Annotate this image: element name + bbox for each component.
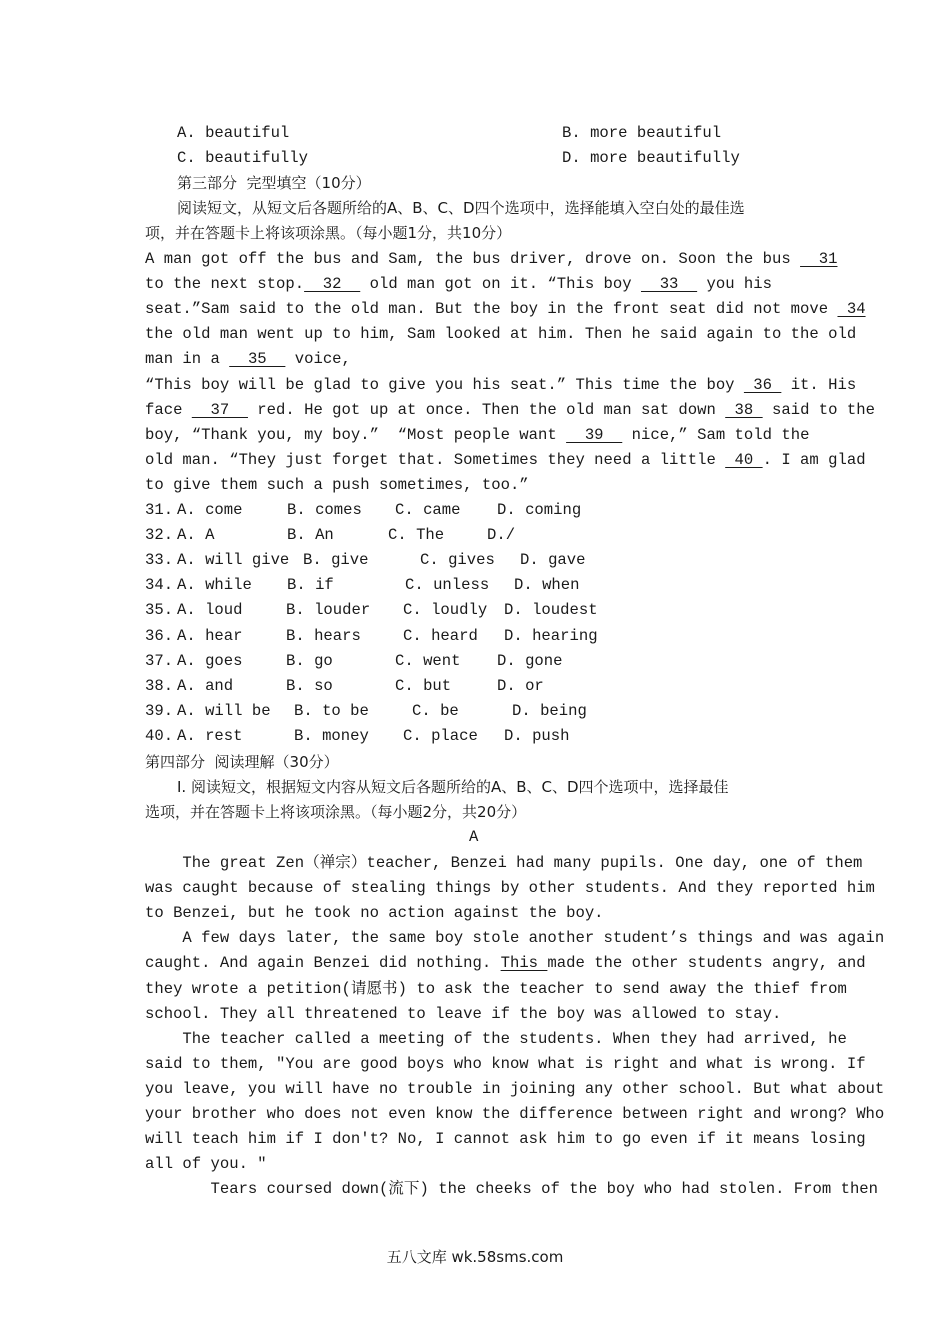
text-run: red. He got up at once. Then the old man sat down bbox=[247, 400, 726, 419]
text-run: A few days later, the same boy stole another student’s things and was again bbox=[145, 929, 885, 948]
option-b: B. hears bbox=[286, 626, 361, 645]
option-b: B. An bbox=[287, 526, 334, 545]
text-run: The teacher called a meeting of the students. When they had arrived, he bbox=[145, 1029, 847, 1048]
reading-passage-line bbox=[145, 1004, 781, 1024]
option-b: B. comes bbox=[287, 501, 362, 519]
blank: This bbox=[500, 954, 548, 973]
q30-option-b: B. more beautiful bbox=[562, 124, 722, 142]
q30-option-c: C. beautifully bbox=[177, 149, 309, 167]
reading-passage-line bbox=[145, 878, 875, 898]
text-run: seat.”Sam said to the old man. But the boy in the front seat did not move bbox=[145, 300, 838, 319]
question-number: 37. bbox=[145, 651, 174, 670]
text-run: made the other students angry, and bbox=[547, 954, 866, 973]
text-run: boy, “Thank you, my boy.” “Most people want bbox=[145, 425, 567, 444]
cloze-passage-line bbox=[145, 475, 529, 495]
question-number: 32. bbox=[145, 526, 174, 545]
text-run: to the next stop. bbox=[145, 275, 305, 294]
option-a: A. A bbox=[177, 526, 215, 545]
option-b: B. if bbox=[287, 576, 334, 595]
reading-passage-line bbox=[145, 953, 866, 973]
reading-passage-line bbox=[145, 1179, 878, 1199]
reading-passage-line bbox=[145, 1104, 884, 1124]
option-d: D. being bbox=[512, 701, 587, 720]
reading-passage-line bbox=[145, 979, 847, 999]
text-run: old man. “They just forget that. Sometimes they need a little bbox=[145, 450, 726, 469]
option-a: A. while bbox=[177, 576, 252, 595]
text-run: to Benzei, but he took no action against the boy. bbox=[145, 904, 604, 923]
blank: 39 bbox=[566, 425, 623, 444]
blank: 31 bbox=[800, 250, 838, 268]
option-d: D. push bbox=[504, 726, 570, 745]
reading-passage-line bbox=[145, 1129, 866, 1149]
option-d: D. hearing bbox=[504, 626, 598, 645]
part3-instructions-line2: 项，并在答题卡上将该项涂黑。（每小题1分，共10分） bbox=[145, 224, 512, 242]
text-run: voice, bbox=[285, 350, 351, 369]
cloze-passage-line bbox=[145, 450, 866, 470]
option-d: D./ bbox=[487, 526, 516, 545]
cloze-passage-line bbox=[145, 375, 856, 395]
question-number: 35. bbox=[145, 601, 174, 620]
question-number: 39. bbox=[145, 701, 174, 720]
option-d: D. loudest bbox=[504, 601, 598, 620]
question-number: 34. bbox=[145, 576, 174, 595]
option-a: A. loud bbox=[177, 601, 243, 620]
cloze-passage-line bbox=[145, 349, 351, 369]
option-c: C. unless bbox=[405, 576, 490, 595]
question-number: 31. bbox=[145, 501, 174, 519]
blank: 37 bbox=[191, 400, 248, 419]
cloze-passage-line bbox=[145, 324, 856, 344]
text-run: “This boy will be glad to give you his seat.” This time the boy bbox=[145, 375, 744, 394]
question-number: 40. bbox=[145, 726, 174, 745]
text-run: A man got off the bus and Sam, the bus driver, drove on. Soon the bus bbox=[145, 250, 801, 268]
blank: 32 bbox=[304, 275, 361, 294]
text-run: they wrote a petition(请愿书) to ask the teacher to send away the thief from bbox=[145, 979, 847, 998]
part4-heading: 第四部分 阅读理解（30分） bbox=[145, 753, 339, 771]
option-c: C. be bbox=[412, 701, 459, 720]
part4-instructions-line2: 选项，并在答题卡上将该项涂黑。（每小题2分，共20分） bbox=[145, 803, 527, 821]
reading-passage-line bbox=[145, 928, 884, 948]
option-a: A. and bbox=[177, 676, 234, 695]
text-run: you his bbox=[697, 275, 773, 294]
text-run: the old man went up to him, Sam looked at him. Then he said again to the old bbox=[145, 325, 857, 344]
text-run: caught. And again Benzei did nothing. bbox=[145, 954, 501, 973]
option-a: A. goes bbox=[177, 651, 243, 670]
question-number: 36. bbox=[145, 626, 174, 645]
reading-passage-line bbox=[145, 1079, 884, 1099]
blank: 34 bbox=[837, 300, 866, 319]
question-number: 38. bbox=[145, 676, 174, 695]
option-d: D. coming bbox=[497, 501, 582, 519]
option-c: C. but bbox=[395, 676, 452, 695]
cloze-passage-line bbox=[145, 425, 809, 445]
q30-option-a: A. beautiful bbox=[177, 124, 290, 142]
reading-passage-line bbox=[145, 853, 862, 873]
option-b: B. money bbox=[294, 726, 369, 745]
cloze-passage-line bbox=[145, 274, 772, 294]
blank: 38 bbox=[725, 400, 763, 419]
option-c: C. came bbox=[395, 501, 461, 519]
option-a: A. will be bbox=[177, 701, 271, 720]
option-d: D. gone bbox=[497, 651, 563, 670]
option-d: D. or bbox=[497, 676, 544, 695]
option-c: C. went bbox=[395, 651, 461, 670]
blank: 40 bbox=[725, 450, 763, 469]
blank: 33 bbox=[640, 275, 698, 294]
option-b: B. to be bbox=[294, 701, 369, 720]
option-a: A. rest bbox=[177, 726, 243, 745]
cloze-passage-line bbox=[145, 249, 837, 269]
option-a: A. come bbox=[177, 501, 243, 519]
option-c: C. heard bbox=[403, 626, 478, 645]
part3-heading: 第三部分 完型填空（10分） bbox=[177, 174, 371, 192]
part3-instructions-line1: 阅读短文，从短文后各题所给的A、B、C、D四个选项中，选择能填入空白处的最佳选 bbox=[177, 199, 745, 217]
option-d: D. gave bbox=[520, 551, 586, 570]
text-run: said to them, "You are good boys who know what is right and what is wrong. If bbox=[145, 1054, 866, 1073]
text-run: . I am glad bbox=[762, 450, 866, 469]
part4-instructions-line1: I. 阅读短文，根据短文内容从短文后各题所给的A、B、C、D四个选项中，选择最佳 bbox=[177, 778, 729, 796]
option-a: A. hear bbox=[177, 626, 243, 645]
text-run: was caught because of stealing things by other students. And they reported him bbox=[145, 879, 875, 898]
option-b: B. so bbox=[286, 676, 333, 695]
option-b: B. louder bbox=[286, 601, 371, 620]
text-run: to give them such a push sometimes, too.” bbox=[145, 475, 529, 494]
option-a: A. will give bbox=[177, 551, 290, 570]
reading-passage-line bbox=[145, 1054, 866, 1074]
text-run: school. They all threatened to leave if the boy was allowed to stay. bbox=[145, 1004, 782, 1023]
option-c: C. loudly bbox=[403, 601, 488, 620]
text-run: man in a bbox=[145, 350, 230, 369]
footer-watermark: 五八文库 wk.58sms.com bbox=[386, 1248, 564, 1266]
text-run: your brother who does not even know the difference between right and wrong? Who bbox=[145, 1105, 885, 1123]
text-run: The great Zen（禅宗）teacher, Benzei had many pupils. One day, one of them bbox=[145, 854, 863, 872]
option-c: C. place bbox=[403, 726, 478, 745]
reading-passage-line bbox=[145, 1154, 267, 1174]
text-run: will teach him if I don't? No, I cannot ask him to go even if it means losing bbox=[145, 1130, 866, 1149]
option-c: C. The bbox=[388, 526, 445, 545]
text-run: old man got on it. “This boy bbox=[360, 275, 641, 294]
q30-option-d: D. more beautifully bbox=[562, 149, 740, 167]
text-run: said to the bbox=[762, 400, 875, 419]
option-d: D. when bbox=[514, 576, 580, 595]
reading-passage-line bbox=[145, 903, 604, 923]
text-run: face bbox=[145, 400, 192, 419]
blank: 36 bbox=[743, 375, 782, 394]
reading-passage-line bbox=[145, 1029, 847, 1049]
option-b: B. go bbox=[286, 651, 333, 670]
cloze-passage-line bbox=[145, 400, 875, 420]
option-b: B. give bbox=[303, 551, 369, 570]
text-run: Tears coursed down(流下) the cheeks of the boy who had stolen. From then bbox=[145, 1180, 879, 1199]
text-run: all of you. " bbox=[145, 1155, 267, 1174]
text-run: you leave, you will have no trouble in joining any other school. But what about bbox=[145, 1079, 885, 1098]
option-c: C. gives bbox=[420, 551, 495, 570]
text-run: nice,” Sam told the bbox=[622, 425, 810, 444]
blank: 35 bbox=[229, 350, 286, 369]
cloze-passage-line bbox=[145, 299, 866, 319]
text-run: it. His bbox=[781, 375, 857, 394]
question-number: 33. bbox=[145, 551, 174, 570]
section-label-a: A bbox=[469, 828, 479, 846]
